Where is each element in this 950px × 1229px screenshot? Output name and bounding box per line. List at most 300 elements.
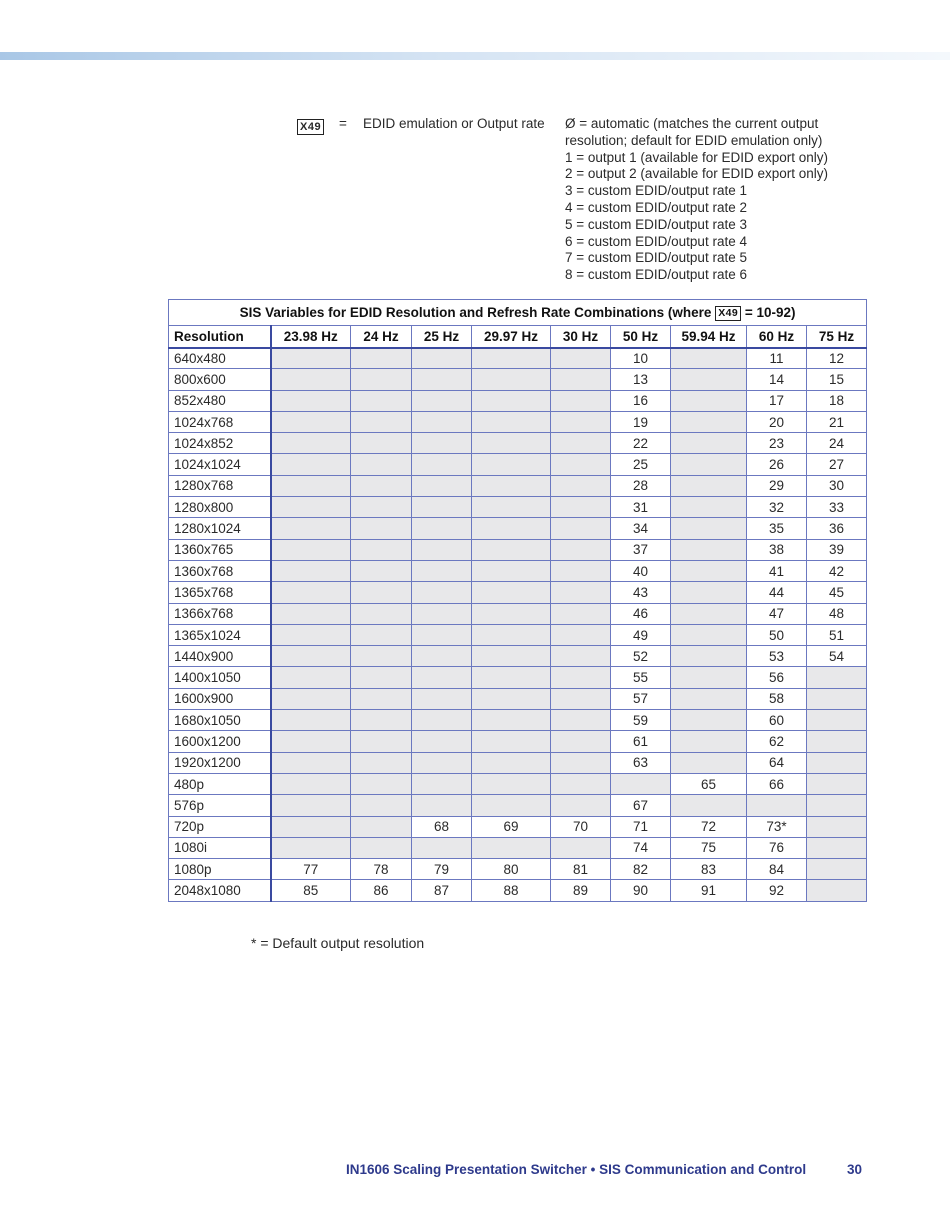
- variable-cell: [807, 880, 867, 901]
- variable-cell: [351, 731, 412, 752]
- variable-cell: [351, 624, 412, 645]
- variable-cell: 78: [351, 859, 412, 880]
- variable-cell: [551, 795, 611, 816]
- variable-cell: [472, 752, 551, 773]
- resolution-cell: 1360x765: [169, 539, 271, 560]
- variable-cell: 10: [611, 348, 671, 369]
- variable-cell: [551, 497, 611, 518]
- variable-cell: 19: [611, 411, 671, 432]
- variable-cell: [472, 348, 551, 369]
- variable-cell: [351, 539, 412, 560]
- variable-cell: [472, 731, 551, 752]
- variable-cell: [412, 773, 472, 794]
- variable-cell: 13: [611, 369, 671, 390]
- variable-cell: [271, 433, 351, 454]
- variable-cell: 88: [472, 880, 551, 901]
- variable-cell: 34: [611, 518, 671, 539]
- variable-cell: [551, 539, 611, 560]
- variable-cell: [412, 454, 472, 475]
- variable-cell: [351, 710, 412, 731]
- table-row: [169, 624, 867, 645]
- column-header: 75 Hz: [807, 326, 867, 348]
- variable-cell: [271, 497, 351, 518]
- variable-cell: 85: [271, 880, 351, 901]
- variable-cell: [671, 795, 747, 816]
- variable-cell: 46: [611, 603, 671, 624]
- variable-cell: 76: [747, 837, 807, 858]
- variable-cell: [807, 710, 867, 731]
- variable-cell: [472, 560, 551, 581]
- variable-cell: [472, 411, 551, 432]
- table-row: [169, 795, 867, 816]
- variable-cell: 38: [747, 539, 807, 560]
- variable-cell: [551, 688, 611, 709]
- variable-cell: [271, 710, 351, 731]
- variable-cell: [551, 369, 611, 390]
- table-row: [169, 603, 867, 624]
- variable-cell: [351, 816, 412, 837]
- variable-cell: [551, 837, 611, 858]
- sis-variables-table: [168, 299, 867, 902]
- variable-cell: [351, 411, 412, 432]
- page-number: 30: [847, 1162, 863, 1177]
- variable-cell: 87: [412, 880, 472, 901]
- variable-cell: [551, 752, 611, 773]
- variable-cell: 52: [611, 646, 671, 667]
- variable-cell: [271, 624, 351, 645]
- variable-cell: [351, 390, 412, 411]
- variable-cell: [412, 710, 472, 731]
- variable-cell: 74: [611, 837, 671, 858]
- variable-cell: [551, 560, 611, 581]
- variable-cell: 26: [747, 454, 807, 475]
- resolution-cell: 1400x1050: [169, 667, 271, 688]
- variable-cell: [351, 667, 412, 688]
- variable-cell: 25: [611, 454, 671, 475]
- resolution-cell: 1365x1024: [169, 624, 271, 645]
- table-row: [169, 880, 867, 901]
- variable-cell: 44: [747, 582, 807, 603]
- table-row: [169, 539, 867, 560]
- variable-cell: 63: [611, 752, 671, 773]
- variable-cell: [472, 518, 551, 539]
- variable-cell: [551, 433, 611, 454]
- variable-cell: [671, 667, 747, 688]
- variable-cell: [671, 582, 747, 603]
- variable-cell: [271, 837, 351, 858]
- resolution-cell: 1366x768: [169, 603, 271, 624]
- variable-cell: 32: [747, 497, 807, 518]
- variable-cell: 79: [412, 859, 472, 880]
- variable-cell: [671, 390, 747, 411]
- variable-cell: [551, 773, 611, 794]
- variable-cell: 84: [747, 859, 807, 880]
- variable-cell: [671, 475, 747, 496]
- variable-cell: [807, 816, 867, 837]
- table-row: [169, 390, 867, 411]
- variable-cell: [671, 752, 747, 773]
- variable-cell: 14: [747, 369, 807, 390]
- table-row: [169, 773, 867, 794]
- variable-cell: 53: [747, 646, 807, 667]
- table-row: [169, 433, 867, 454]
- variable-cell: [551, 646, 611, 667]
- variable-cell: [271, 560, 351, 581]
- variable-cell: 51: [807, 624, 867, 645]
- variable-cell: 28: [611, 475, 671, 496]
- variable-cell: [551, 390, 611, 411]
- variable-cell: [671, 603, 747, 624]
- variable-cell: [351, 752, 412, 773]
- variable-cell: [551, 603, 611, 624]
- variable-cell: 45: [807, 582, 867, 603]
- variable-cell: [412, 837, 472, 858]
- table-row: [169, 582, 867, 603]
- variable-cell: 67: [611, 795, 671, 816]
- variable-option-line: 6 = custom EDID/output rate 4: [565, 233, 747, 249]
- variable-cell: 16: [611, 390, 671, 411]
- variable-cell: [551, 667, 611, 688]
- variable-cell: [412, 688, 472, 709]
- variable-cell: 33: [807, 497, 867, 518]
- resolution-cell: 720p: [169, 816, 271, 837]
- variable-cell: [551, 710, 611, 731]
- variable-cell: [807, 795, 867, 816]
- table-row: [169, 816, 867, 837]
- variable-cell: [271, 539, 351, 560]
- variable-cell: [271, 752, 351, 773]
- variable-cell: [412, 667, 472, 688]
- variable-cell: 54: [807, 646, 867, 667]
- resolution-cell: 1680x1050: [169, 710, 271, 731]
- variable-cell: [551, 475, 611, 496]
- variable-cell: 58: [747, 688, 807, 709]
- variable-cell: [551, 624, 611, 645]
- variable-cell: [271, 731, 351, 752]
- table-row: [169, 560, 867, 581]
- variable-cell: 31: [611, 497, 671, 518]
- variable-cell: [671, 539, 747, 560]
- variable-cell: [271, 667, 351, 688]
- resolution-cell: 1360x768: [169, 560, 271, 581]
- variable-cell: [671, 411, 747, 432]
- variable-cell: 70: [551, 816, 611, 837]
- header-accent-bar: [0, 52, 950, 60]
- variable-cell: [472, 539, 551, 560]
- variable-option-line: 4 = custom EDID/output rate 2: [565, 199, 747, 215]
- variable-option-line: 3 = custom EDID/output rate 1: [565, 183, 747, 199]
- variable-cell: [551, 348, 611, 369]
- column-header: 25 Hz: [412, 326, 472, 348]
- variable-cell: [412, 560, 472, 581]
- column-header: 30 Hz: [551, 326, 611, 348]
- resolution-cell: 1920x1200: [169, 752, 271, 773]
- variable-cell: 37: [611, 539, 671, 560]
- variable-name-box: X49: [297, 119, 324, 135]
- variable-cell: [412, 348, 472, 369]
- variable-cell: [271, 688, 351, 709]
- variable-cell: 36: [807, 518, 867, 539]
- variable-cell: [472, 390, 551, 411]
- resolution-cell: 1365x768: [169, 582, 271, 603]
- variable-cell: 15: [807, 369, 867, 390]
- variable-cell: [412, 411, 472, 432]
- variable-cell: [351, 582, 412, 603]
- variable-cell: [671, 433, 747, 454]
- variable-cell: [807, 667, 867, 688]
- variable-cell: [671, 624, 747, 645]
- variable-cell: [351, 688, 412, 709]
- column-header: 60 Hz: [747, 326, 807, 348]
- table-row: [169, 710, 867, 731]
- variable-cell: [351, 518, 412, 539]
- variable-cell: [271, 475, 351, 496]
- variable-cell: 40: [611, 560, 671, 581]
- variable-equals: =: [339, 116, 347, 131]
- table-row: [169, 454, 867, 475]
- variable-cell: 49: [611, 624, 671, 645]
- variable-cell: 90: [611, 880, 671, 901]
- variable-cell: [671, 497, 747, 518]
- variable-cell: [472, 582, 551, 603]
- variable-cell: [412, 369, 472, 390]
- variable-cell: [351, 433, 412, 454]
- variable-cell: [551, 518, 611, 539]
- variable-cell: [472, 497, 551, 518]
- resolution-cell: 640x480: [169, 348, 271, 369]
- variable-cell: [671, 518, 747, 539]
- variable-cell: 91: [671, 880, 747, 901]
- table-row: [169, 348, 867, 369]
- table-row: [169, 497, 867, 518]
- variable-cell: [351, 348, 412, 369]
- table-title-variable: X49: [715, 306, 741, 321]
- variable-cell: 41: [747, 560, 807, 581]
- variable-option-line: Ø = automatic (matches the current output: [565, 116, 819, 131]
- variable-cell: [351, 795, 412, 816]
- variable-cell: [351, 560, 412, 581]
- variable-cell: 50: [747, 624, 807, 645]
- variable-cell: [551, 731, 611, 752]
- variable-cell: 24: [807, 433, 867, 454]
- variable-cell: [671, 731, 747, 752]
- variable-cell: [412, 539, 472, 560]
- variable-cell: [412, 497, 472, 518]
- column-header: 59.94 Hz: [671, 326, 747, 348]
- variable-cell: [351, 603, 412, 624]
- variable-cell: [807, 837, 867, 858]
- table-row: [169, 859, 867, 880]
- table-row: [169, 731, 867, 752]
- variable-cell: [351, 646, 412, 667]
- table-title-suffix: = 10-92): [744, 304, 796, 320]
- variable-cell: [472, 624, 551, 645]
- variable-cell: [412, 433, 472, 454]
- variable-cell: [271, 773, 351, 794]
- resolution-cell: 1440x900: [169, 646, 271, 667]
- column-header: 50 Hz: [611, 326, 671, 348]
- variable-cell: 39: [807, 539, 867, 560]
- variable-cell: [671, 369, 747, 390]
- variable-cell: 65: [671, 773, 747, 794]
- variable-option-line: resolution; default for EDID emulation only): [565, 132, 823, 148]
- variable-option-line: 8 = custom EDID/output rate 6: [565, 267, 747, 283]
- variable-cell: [412, 582, 472, 603]
- variable-cell: [671, 560, 747, 581]
- variable-cell: [671, 710, 747, 731]
- variable-cell: 86: [351, 880, 412, 901]
- variable-cell: 29: [747, 475, 807, 496]
- variable-cell: [671, 646, 747, 667]
- variable-cell: 64: [747, 752, 807, 773]
- variable-cell: [351, 773, 412, 794]
- variable-cell: 11: [747, 348, 807, 369]
- variable-cell: 89: [551, 880, 611, 901]
- variable-cell: [472, 603, 551, 624]
- variable-cell: [412, 475, 472, 496]
- variable-cell: [671, 454, 747, 475]
- variable-cell: [671, 688, 747, 709]
- variable-cell: [807, 859, 867, 880]
- resolution-cell: 1024x768: [169, 411, 271, 432]
- column-header: Resolution: [169, 326, 271, 348]
- variable-options: [565, 116, 828, 284]
- variable-cell: [671, 348, 747, 369]
- variable-cell: 30: [807, 475, 867, 496]
- variable-cell: 42: [807, 560, 867, 581]
- table-row: [169, 475, 867, 496]
- page-footer-title: IN1606 Scaling Presentation Switcher • SIS Communication and Control: [346, 1162, 807, 1177]
- variable-cell: [271, 518, 351, 539]
- resolution-cell: 1080p: [169, 859, 271, 880]
- variable-cell: 92: [747, 880, 807, 901]
- variable-cell: 18: [807, 390, 867, 411]
- variable-cell: [472, 369, 551, 390]
- table-row: [169, 518, 867, 539]
- variable-cell: 20: [747, 411, 807, 432]
- variable-cell: [551, 411, 611, 432]
- variable-cell: [551, 454, 611, 475]
- variable-cell: [271, 411, 351, 432]
- variable-option-line: 2 = output 2 (available for EDID export only): [565, 166, 829, 182]
- variable-cell: 23: [747, 433, 807, 454]
- variable-cell: [412, 624, 472, 645]
- variable-cell: [351, 497, 412, 518]
- variable-cell: [351, 369, 412, 390]
- table-row: [169, 667, 867, 688]
- variable-cell: [351, 837, 412, 858]
- table-row: [169, 369, 867, 390]
- variable-cell: 71: [611, 816, 671, 837]
- resolution-cell: 1024x1024: [169, 454, 271, 475]
- variable-cell: [271, 816, 351, 837]
- resolution-cell: 1280x768: [169, 475, 271, 496]
- variable-cell: [412, 518, 472, 539]
- resolution-cell: 1024x852: [169, 433, 271, 454]
- resolution-cell: 1280x1024: [169, 518, 271, 539]
- variable-cell: [551, 582, 611, 603]
- variable-option-line: 1 = output 1 (available for EDID export only): [565, 149, 829, 165]
- variable-cell: [472, 688, 551, 709]
- variable-cell: [351, 454, 412, 475]
- variable-cell: [412, 646, 472, 667]
- variable-cell: [271, 603, 351, 624]
- variable-cell: 35: [747, 518, 807, 539]
- variable-cell: [472, 475, 551, 496]
- variable-cell: 17: [747, 390, 807, 411]
- resolution-cell: 576p: [169, 795, 271, 816]
- table-row: [169, 688, 867, 709]
- variable-cell: [351, 475, 412, 496]
- variable-cell: 21: [807, 411, 867, 432]
- variable-cell: [807, 773, 867, 794]
- variable-cell: 61: [611, 731, 671, 752]
- variable-cell: [472, 454, 551, 475]
- variable-cell: [412, 603, 472, 624]
- variable-cell: 68: [412, 816, 472, 837]
- resolution-cell: 852x480: [169, 390, 271, 411]
- variable-cell: 56: [747, 667, 807, 688]
- variable-cell: 22: [611, 433, 671, 454]
- variable-cell: 27: [807, 454, 867, 475]
- variable-cell: 82: [611, 859, 671, 880]
- table-title-prefix: SIS Variables for EDID Resolution and Refresh Rate Combinations (where: [239, 304, 712, 320]
- variable-cell: 81: [551, 859, 611, 880]
- variable-description: EDID emulation or Output rate: [363, 116, 545, 131]
- variable-cell: 69: [472, 816, 551, 837]
- variable-cell: 83: [671, 859, 747, 880]
- table-header-row: [169, 326, 867, 348]
- variable-cell: [472, 667, 551, 688]
- resolution-cell: 800x600: [169, 369, 271, 390]
- variable-cell: 66: [747, 773, 807, 794]
- variable-cell: [271, 369, 351, 390]
- variable-cell: 48: [807, 603, 867, 624]
- variable-cell: 62: [747, 731, 807, 752]
- variable-cell: [807, 752, 867, 773]
- resolution-cell: 2048x1080: [169, 880, 271, 901]
- variable-cell: [412, 795, 472, 816]
- column-header: 29.97 Hz: [472, 326, 551, 348]
- variable-cell: 80: [472, 859, 551, 880]
- variable-option-line: 7 = custom EDID/output rate 5: [565, 250, 747, 266]
- variable-cell: [271, 795, 351, 816]
- variable-cell: [807, 731, 867, 752]
- variable-cell: [472, 795, 551, 816]
- variable-cell: 75: [671, 837, 747, 858]
- resolution-cell: 1080i: [169, 837, 271, 858]
- variable-cell: [807, 688, 867, 709]
- resolution-cell: 480p: [169, 773, 271, 794]
- variable-cell: [611, 773, 671, 794]
- variable-cell: [472, 837, 551, 858]
- table-row: [169, 646, 867, 667]
- variable-cell: [271, 348, 351, 369]
- variable-cell: [271, 390, 351, 411]
- column-header: 24 Hz: [351, 326, 412, 348]
- table-row: [169, 837, 867, 858]
- variable-cell: [412, 390, 472, 411]
- column-header: 23.98 Hz: [271, 326, 351, 348]
- variable-cell: 77: [271, 859, 351, 880]
- variable-cell: [412, 752, 472, 773]
- variable-cell: [472, 710, 551, 731]
- table-footnote: * = Default output resolution: [251, 935, 425, 951]
- variable-cell: [472, 773, 551, 794]
- variable-cell: 47: [747, 603, 807, 624]
- variable-cell: [412, 731, 472, 752]
- variable-option-line: 5 = custom EDID/output rate 3: [565, 216, 747, 232]
